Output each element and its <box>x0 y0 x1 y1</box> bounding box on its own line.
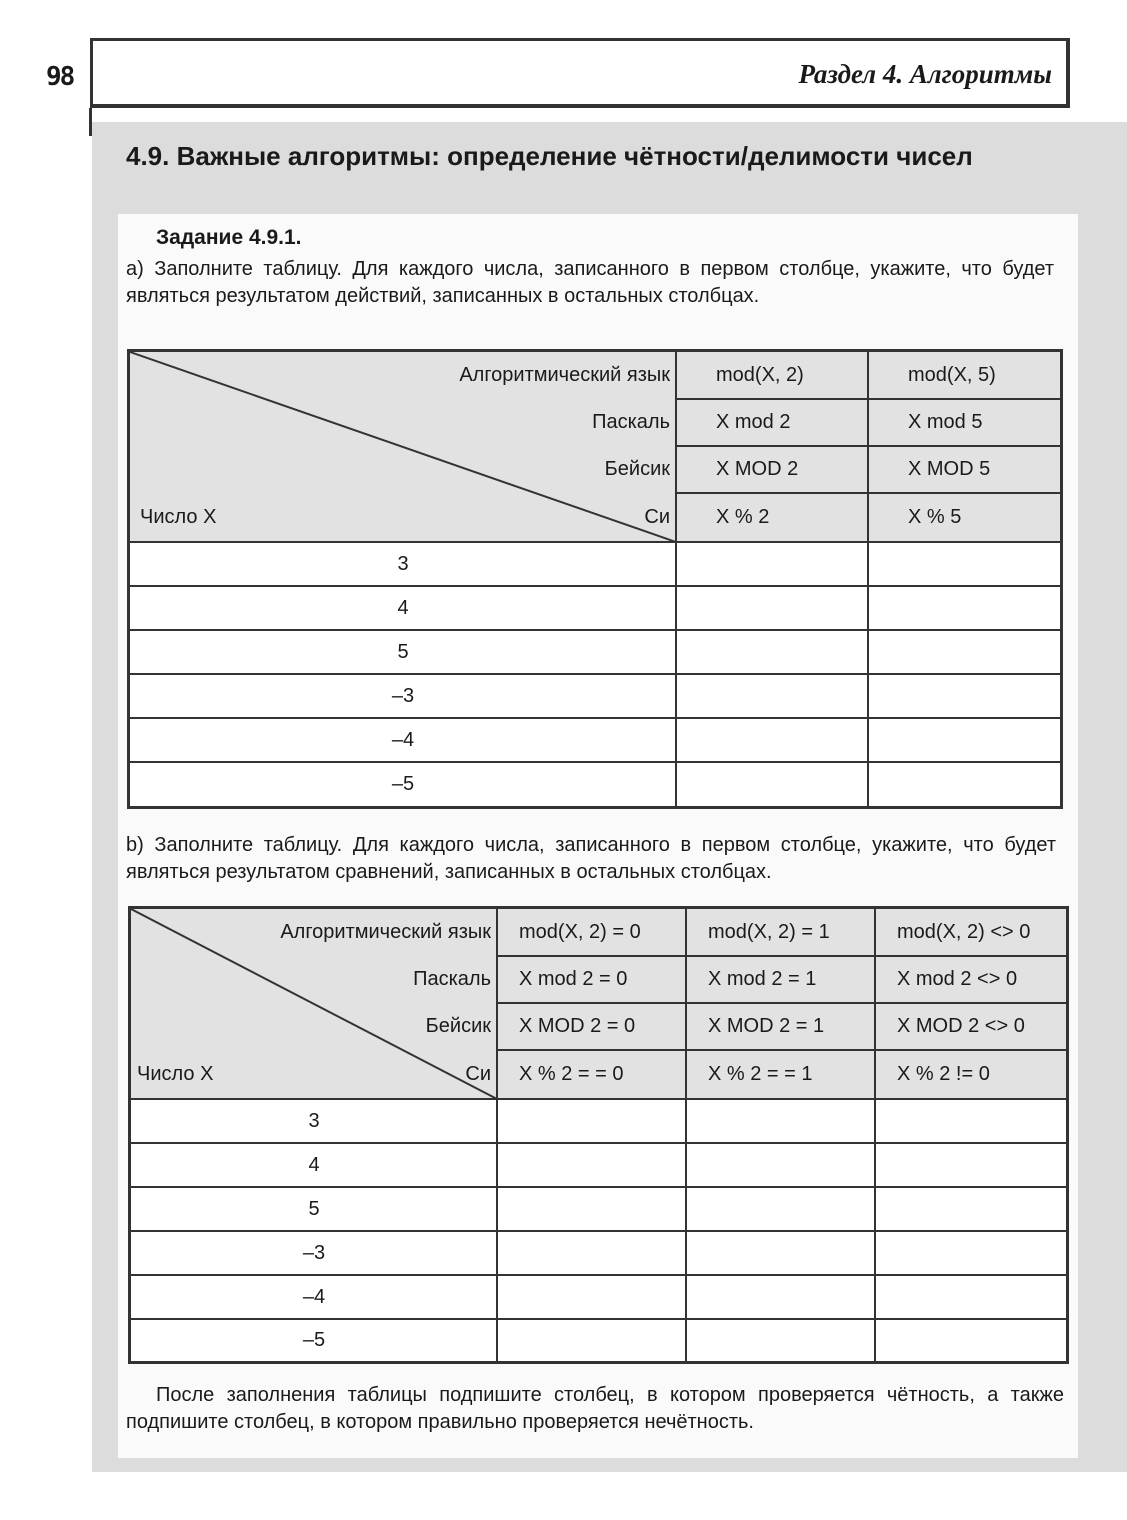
table-b-row-number: 3 <box>308 1109 320 1132</box>
table-b-answer-cell[interactable] <box>497 1143 686 1187</box>
table-b-answer-cell[interactable] <box>497 1275 686 1319</box>
table-a-row-number: 3 <box>397 552 409 575</box>
table-b-answer-cell[interactable] <box>875 1099 1066 1143</box>
section-label: Раздел 4. Алгоритмы <box>798 59 1052 89</box>
table-b-column-header: X MOD 2 <> 0 <box>897 1015 1025 1037</box>
table-a-column-header: X % 5 <box>908 506 962 528</box>
table-b-answer-cell[interactable] <box>497 1099 686 1143</box>
table-b-answer-cell[interactable] <box>497 1231 686 1275</box>
task-conclusion-text: После заполнения таблицы подпишите столбец, в котором проверяется чётность, а также подпишите столбец, в котором правильно проверяется нечётность. <box>126 1384 1064 1433</box>
table-b-answer-cell[interactable] <box>497 1319 686 1361</box>
table-a-number-label: Число X <box>140 506 217 528</box>
table-a-column-header: X % 2 <box>716 506 770 528</box>
table-a-row-number: 5 <box>397 640 409 663</box>
table-a-lang-label: Алгоритмический язык <box>459 364 670 386</box>
table-b-answer-cell[interactable] <box>875 1319 1066 1361</box>
table-a-answer-cell[interactable] <box>868 674 1060 718</box>
table-b-row-number: 5 <box>308 1197 320 1220</box>
table-b-column-header: X mod 2 = 1 <box>708 968 817 990</box>
table-b-answer-cell[interactable] <box>686 1231 875 1275</box>
table-a-column-header: X MOD 5 <box>908 458 991 480</box>
table-a-answer-cell[interactable] <box>868 542 1060 586</box>
table-b-column-header: mod(X, 2) <> 0 <box>897 921 1031 943</box>
page-number: 98 <box>46 62 74 92</box>
table-b-column-header: X % 2 = = 0 <box>519 1063 624 1085</box>
table-a-answer-cell[interactable] <box>868 586 1060 630</box>
table-a-answer-cell[interactable] <box>868 630 1060 674</box>
table-b-column-header: mod(X, 2) = 1 <box>708 921 830 943</box>
table-b-column-header: X MOD 2 = 0 <box>519 1015 636 1037</box>
table-b-row-number: –3 <box>302 1241 326 1264</box>
table-a-answer-cell[interactable] <box>868 718 1060 762</box>
table-b-column-header: X % 2 = = 1 <box>708 1063 813 1085</box>
table-b-lang-label: Бейсик <box>425 1015 491 1037</box>
table-a-column-header: mod(X, 5) <box>908 364 996 386</box>
table-a-answer-cell[interactable] <box>676 718 868 762</box>
table-b-lang-label: Алгоритмический язык <box>280 921 491 943</box>
table-a-row-number: 4 <box>397 596 409 619</box>
table-a-answer-cell[interactable] <box>676 542 868 586</box>
table-a-lang-label: Паскаль <box>592 411 670 433</box>
table-a-column-header: X mod 2 <box>716 411 791 433</box>
table-b-column-header: X mod 2 <> 0 <box>897 968 1018 990</box>
table-a-row-number: –4 <box>391 728 415 751</box>
table-a-lang-label: Бейсик <box>604 458 670 480</box>
table-a-column-header: X MOD 2 <box>716 458 799 480</box>
table-b-number-label: Число X <box>137 1063 214 1085</box>
table-a-answer-cell[interactable] <box>676 762 868 806</box>
section-title: 4.9. Важные алгоритмы: определение чётности/делимости чисел <box>126 141 973 171</box>
table-a-row-number: –3 <box>391 684 415 707</box>
table-a-column-header: X mod 5 <box>908 411 983 433</box>
task-title: Задание 4.9.1. <box>156 226 302 249</box>
table-a-answer-cell[interactable] <box>676 630 868 674</box>
table-b-answer-cell[interactable] <box>875 1143 1066 1187</box>
table-b-answer-cell[interactable] <box>686 1143 875 1187</box>
table-b-answer-cell[interactable] <box>686 1187 875 1231</box>
table-a-answer-cell[interactable] <box>868 762 1060 806</box>
table-b-column-header: mod(X, 2) = 0 <box>519 921 641 943</box>
table-b-answer-cell[interactable] <box>875 1231 1066 1275</box>
table-b-answer-cell[interactable] <box>875 1187 1066 1231</box>
table-b-row-number: –4 <box>302 1285 326 1308</box>
table-b-column-header: X mod 2 = 0 <box>519 968 628 990</box>
table-b-answer-cell[interactable] <box>497 1187 686 1231</box>
running-header <box>90 38 1070 108</box>
table-a-answer-cell[interactable] <box>676 586 868 630</box>
table-b-answer-cell[interactable] <box>686 1099 875 1143</box>
table-b-answer-cell[interactable] <box>875 1275 1066 1319</box>
table-b-lang-label: Паскаль <box>413 968 491 990</box>
task-part-a-text: а) Заполните таблицу. Для каждого числа, записанного в первом столбце, укажите, что будет являться результатом действий, записанных в остальных столбцах. <box>126 258 1054 307</box>
table-b-row-number: 4 <box>308 1153 320 1176</box>
task-part-b-text: b) Заполните таблицу. Для каждого числа, записанного в первом столбце, укажите, что будет являться результатом сравнений, записанных в остальных столбцах. <box>126 834 1056 883</box>
table-a-column-header: mod(X, 2) <box>716 364 804 386</box>
table-b-lang-label: Си <box>465 1063 491 1085</box>
table-b-column-header: X % 2 != 0 <box>897 1063 990 1085</box>
table-b-column-header: X MOD 2 = 1 <box>708 1015 825 1037</box>
table-a-lang-label: Си <box>644 506 670 528</box>
table-b-answer-cell[interactable] <box>686 1275 875 1319</box>
table-a <box>127 349 1063 809</box>
table-a-answer-cell[interactable] <box>676 674 868 718</box>
table-b-answer-cell[interactable] <box>686 1319 875 1361</box>
table-a-row-number: –5 <box>391 772 415 795</box>
table-b-row-number: –5 <box>302 1328 326 1351</box>
table-b <box>128 906 1069 1364</box>
